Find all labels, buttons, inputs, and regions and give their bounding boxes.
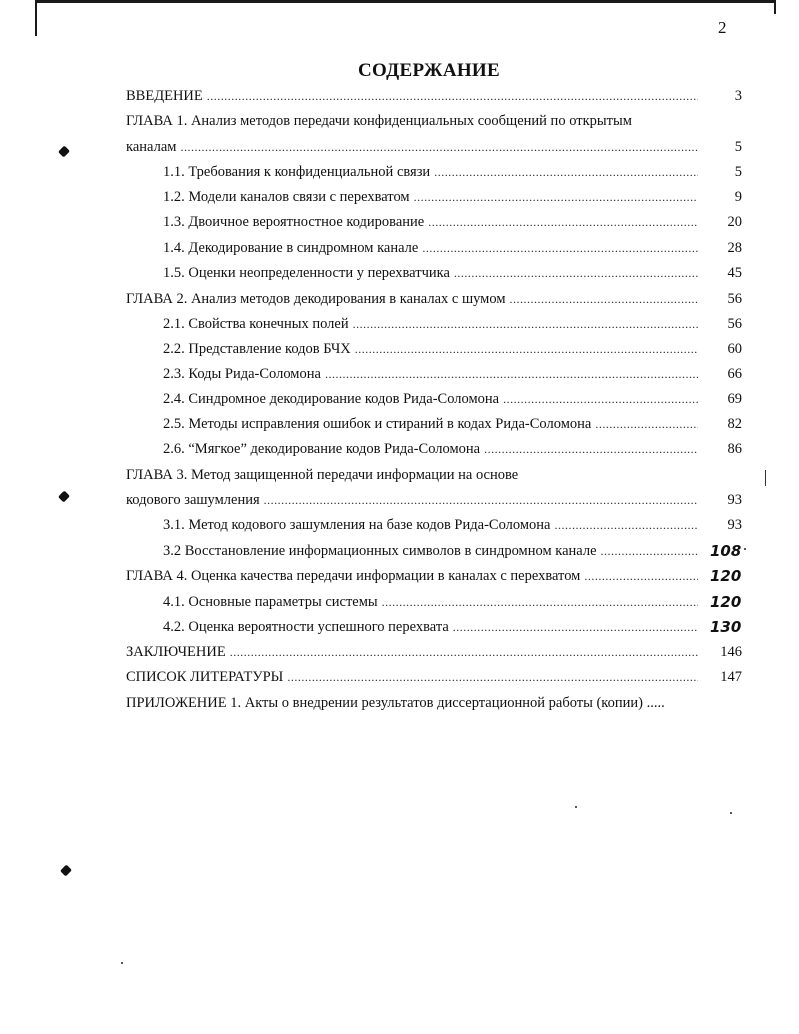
toc-entry-label: 2.3. Коды Рида-Соломона <box>163 366 321 382</box>
toc-entry-1-3 <box>163 211 698 233</box>
toc-entry-2-3 <box>163 363 698 385</box>
toc-entry-3-2 <box>163 540 698 562</box>
toc-entry-label: ГЛАВА 2. Анализ методов декодирования в каналах с шумом <box>126 291 506 307</box>
toc-entry-page: 147 <box>720 669 742 685</box>
toc-entry-page: 93 <box>727 517 742 533</box>
scan-speck <box>575 806 577 808</box>
toc-entry-label: СПИСОК ЛИТЕРАТУРЫ <box>126 669 284 685</box>
toc-entry-conclusion <box>126 641 698 663</box>
toc-entry-label: 1.4. Декодирование в синдромном канале <box>163 240 419 256</box>
toc-entry-label: кодового зашумления <box>126 492 260 508</box>
toc-entry-page: 56 <box>727 316 742 332</box>
toc-entry-2-4 <box>163 388 698 410</box>
toc-entry-label: ПРИЛОЖЕНИЕ 1. Акты о внедрении результатов диссертационной работы (копии) ..... <box>126 695 665 711</box>
scan-speck <box>744 548 746 550</box>
toc-entry-chapter-3 <box>126 464 698 486</box>
toc-entry-page: 130 <box>710 618 742 636</box>
toc-entry-chapter-3-cont <box>126 489 698 511</box>
toc-entry-page: 82 <box>727 416 742 432</box>
toc-entry-page: 45 <box>727 265 742 281</box>
toc-entry-page: 5 <box>734 164 742 180</box>
toc-entry-page: 108 <box>710 542 742 560</box>
toc-entry-2-5 <box>163 413 698 435</box>
toc-entry-chapter-1 <box>126 110 698 132</box>
toc-entry-page: 120 <box>710 593 742 611</box>
toc-entry-chapter-4 <box>126 565 698 587</box>
toc-entry-label: 2.2. Представление кодов БЧХ <box>163 341 351 357</box>
toc-entry-page: 9 <box>734 189 742 205</box>
toc-entry-label: 2.1. Свойства конечных полей <box>163 316 349 332</box>
toc-entry-1-1 <box>163 161 698 183</box>
page-number: 2 <box>718 18 727 37</box>
toc-entry-label: ГЛАВА 1. Анализ методов передачи конфиденциальных сообщений по открытым <box>126 113 632 129</box>
scan-speck <box>121 962 123 964</box>
toc-entry-label: 1.3. Двоичное вероятностное кодирование <box>163 214 425 230</box>
toc-entry-label: каналам <box>126 139 177 155</box>
toc-entry-label: 1.5. Оценки неопределенности у перехватчика <box>163 265 450 281</box>
toc-entry-page: 5 <box>734 139 742 155</box>
toc-entry-chapter-2 <box>126 288 698 310</box>
toc-entry-label: 4.1. Основные параметры системы <box>163 594 378 610</box>
toc-entry-page: 60 <box>727 341 742 357</box>
toc-entry-page: 56 <box>727 291 742 307</box>
toc-entry-1-5 <box>163 262 698 284</box>
toc-entry-page: 20 <box>727 214 742 230</box>
toc-entry-label: ГЛАВА 3. Метод защищенной передачи информации на основе <box>126 467 519 483</box>
toc-entry-page: 28 <box>727 240 742 256</box>
toc-entry-label: 3.1. Метод кодового зашумления на базе кодов Рида-Соломона <box>163 517 551 533</box>
toc-entry-page: 120 <box>710 567 742 585</box>
toc-entry-page: 93 <box>727 492 742 508</box>
toc-entry-3-1 <box>163 514 698 536</box>
toc-entry-page: 86 <box>727 441 742 457</box>
toc-entry-2-1 <box>163 313 698 335</box>
toc-entry-2-6 <box>163 438 698 460</box>
toc-entry-page: 3 <box>734 88 742 104</box>
scan-mark <box>765 470 766 486</box>
toc-entry-label: 2.5. Методы исправления ошибок и стираний в кодах Рида-Соломона <box>163 416 592 432</box>
toc-entry-introduction <box>126 85 698 107</box>
toc-entry-label: ВВЕДЕНИЕ <box>126 88 203 104</box>
toc-entry-page: 66 <box>727 366 742 382</box>
toc-entry-label: 3.2 Восстановление информационных символов в синдромном канале <box>163 543 597 559</box>
toc-entry-4-1 <box>163 591 698 613</box>
toc-entry-page: 69 <box>727 391 742 407</box>
toc-entry-label: ГЛАВА 4. Оценка качества передачи информации в каналах с перехватом <box>126 568 581 584</box>
toc-entry-label: ЗАКЛЮЧЕНИЕ <box>126 644 226 660</box>
page-title: СОДЕРЖАНИЕ <box>358 60 500 81</box>
toc-entry-label: 2.6. “Мягкое” декодирование кодов Рида-Соломона <box>163 441 481 457</box>
toc-entry-references <box>126 666 698 688</box>
toc-entry-label: 4.2. Оценка вероятности успешного перехвата <box>163 619 449 635</box>
toc-entry-page: 146 <box>720 644 742 660</box>
toc-entry-4-2 <box>163 616 698 638</box>
toc-entry-chapter-1-cont <box>126 136 698 158</box>
toc-entry-label: 2.4. Синдромное декодирование кодов Рида-Соломона <box>163 391 500 407</box>
toc-entry-1-4 <box>163 237 698 259</box>
toc-entry-label: 1.2. Модели каналов связи с перехватом <box>163 189 410 205</box>
toc-entry-2-2 <box>163 338 698 360</box>
toc-entry-1-2 <box>163 186 698 208</box>
scan-speck <box>730 812 732 814</box>
toc-entry-label: 1.1. Требования к конфиденциальной связи <box>163 164 431 180</box>
toc-entry-appendix-1 <box>126 692 698 714</box>
